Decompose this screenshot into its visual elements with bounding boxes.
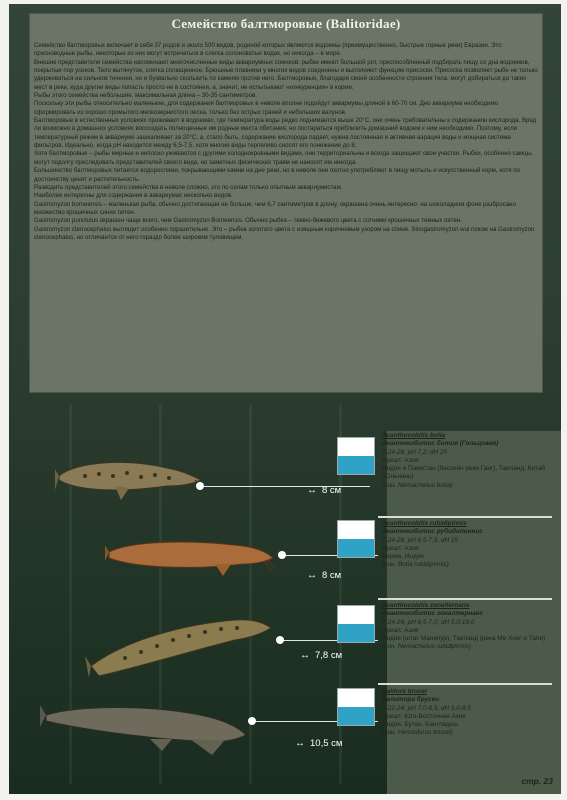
- paragraph: Поскольку эти рыбы относительно маленькие, для содержания балтморовых в неволе вполне подойдут аквариумы длиной в 60-70 см. Дно аквариума необходимо сформировать из хорошо промытого мелкозернистого песка, только без острых граней и небольших валунов.: [34, 100, 499, 116]
- paragraph: Наиболее интересны для содержания в аквариумах несколько видов.: [34, 192, 233, 200]
- species-parameters: 1-24-26; рН 7,2; dH 25: [382, 448, 448, 456]
- paragraph: Разводить представителей этого семейства в неволе сложно, это по силам только опытным аквариумистам.: [34, 183, 343, 191]
- paragraph: Внешне представители семейства напоминают многочисленные виды аквариумных сомиков: рыбки имеют большой рот, приспособленный подбирать пищу со дна водоемов, покрытые пор усиков. Тело вытянутое, слегка сплющенное. Брюшные плавники у многих видов соединены и выполняют функцию присоски. Присоска позволяет рыбе не только удерживаться на сильном течении, но и буквально скользить по камням против него. Балтморовые, благодаря своей особенности строения тела, могут добираться до таких мест в реке, куда другие виды попасть просто не в состоянии, а, значит, не испытывают «конкуренции» в корме.: [34, 58, 538, 91]
- water-parameter-swatch: [337, 520, 375, 558]
- article-text-box: [29, 13, 543, 393]
- species-latin-name: Acanthocobitis rubidipinnis: [382, 520, 467, 527]
- species-parameters: 1-24-26; рН 6,5-7,5; dH 25: [382, 536, 459, 544]
- fish-illustration-rubidipinnis: [105, 530, 275, 580]
- species-area-label: Ареал: Азия: [382, 544, 419, 552]
- species-russian-name: Балитора брусеи: [382, 696, 440, 704]
- size-label: [307, 485, 341, 496]
- paragraph: Рыбы этого семейства небольшие, максимальная длина – 30-35 сантиметров.: [34, 92, 258, 100]
- size-value: 8 см: [322, 485, 342, 496]
- paragraph: Балтморовые в естественных условиях проживают в водоемах, где температура воды редко поднимается выше 20°С, они очень требовательны к содержанию кислорода. Вряд ли возможно в домашних условиях воссоздать полноценные им родные места обитания, но постараться приблизить домашний водоем к ним необходимо. Поэтому, если температурный режим в аквариуме зашкаливает за 20°С, а, стало быть, содержание кислорода падает, нужна постоянная и активная аэрация воды и мощная система фильтров. Идеально, когда рН находится между 6,5-7,5, хотя многие виды терпеливо сносят его понижение до 8.: [34, 117, 537, 150]
- species-area-label: Ареал: Азия: [382, 456, 419, 464]
- panel-divider: [378, 516, 552, 518]
- fish-illustration-zonalternans: [85, 610, 275, 680]
- size-value: 7,8 см: [315, 650, 343, 661]
- species-latin-name: Acanthocobitis botia: [382, 432, 446, 439]
- leader-dot: [196, 482, 204, 490]
- species-entry: [382, 520, 550, 570]
- leader-dot: [276, 636, 284, 644]
- size-value: 10,5 см: [310, 738, 343, 749]
- species-russian-name: Акантокобитис ботия (Гольцовая): [382, 440, 499, 448]
- paragraph: Семейство балтморовых включает в себя 37 родов и около 500 видов, родиной которых являются водоемы (преимущественно, быстрые горные реки) Евразии. Это пресноводные рыбы, некоторые из них могут встречаться в слегка солоноватых водах, но никогда – в море.: [34, 42, 502, 58]
- paragraph: Gastromyzon ctenocephalus выглядит особенно поразительно. Это – рыбка золотого цвета с изящным коричневым узором на спине. Sinogastromyzon wui похож на Gastromyzon ctenocephalus, но отличается от него гораздо более широким туловищем.: [34, 225, 535, 241]
- species-area: Индия (штат Манипур), Таиланд (река Ме Хонг и Тапи): [382, 635, 546, 643]
- species-synonym: (син. Botia rubidipinnis): [382, 561, 449, 569]
- species-area: Индия и Пакистан (бассейн реки Ганг), Таиланд, Китай (Юньнань): [382, 465, 545, 481]
- page-number: стр. 23: [521, 776, 553, 786]
- size-label: [295, 738, 342, 749]
- paragraph: Gastromyzon borneensis – маленькая рыба, обычно достигающая не больше, чем 6,7 сантиметров в длину, окрашена очень интересно: на шоколадном фоне разбросано множество крошечных синих пятен.: [34, 200, 516, 216]
- species-parameters: 1-22-24; рН 7,0-8,5; dH 9,0-8,5: [382, 704, 471, 712]
- species-area: Бирма, Индия: [382, 553, 424, 561]
- paragraph: Большинство балтморовых питается водорослями, покрывающими камни на дне реки, но в неволе они охотно употребляют в пищу мотыль и искусственный корм, хотя по достоинству ценят и растительность.: [34, 167, 520, 183]
- species-russian-name: Акантокобитис зоналтернанс: [382, 610, 484, 618]
- leader-dot: [248, 717, 256, 725]
- fish-illustration-botia: [55, 450, 205, 506]
- leader-dot: [278, 551, 286, 559]
- article-title: Семейство балтморовые (Balitoridae): [171, 16, 401, 31]
- species-latin-name: Acanthocobitis zonalternans: [382, 602, 470, 609]
- species-entry: [382, 602, 550, 652]
- size-label: [307, 570, 341, 581]
- water-parameter-swatch: [337, 688, 375, 726]
- double-arrow-icon: ↔: [307, 485, 316, 496]
- fish-illustration-balitora: [40, 695, 250, 760]
- species-synonym: (син. Hemisilurus brucei): [382, 729, 453, 737]
- double-arrow-icon: ↔: [295, 738, 304, 749]
- size-label: [300, 650, 342, 661]
- species-parameters: 1-24-26; рН 6,5-7,0; dH 5,0-18,0: [382, 618, 475, 626]
- species-entry: [382, 432, 550, 490]
- paragraph: Gastromyzon punctulus окрашен чаще всего, чем Gastromyzon Borneensis. Обычно рыбка – темно-бежевого цвета с сотнями крошечных темных пятен.: [34, 217, 462, 225]
- species-area-label: Ареал: Юго-Восточная Азия: [382, 712, 466, 720]
- panel-divider: [378, 598, 552, 600]
- size-leader-line: [200, 486, 370, 487]
- species-synonym: (син. Nemacheilus botia): [382, 481, 453, 489]
- double-arrow-icon: ↔: [307, 570, 316, 581]
- double-arrow-icon: ↔: [300, 650, 309, 661]
- species-area: Индия, Бутан, Бангладеш: [382, 721, 459, 729]
- species-entry: [382, 688, 550, 738]
- species-latin-name: Balitora brucei: [382, 688, 427, 695]
- size-value: 8 см: [322, 570, 342, 581]
- article-body: [34, 42, 538, 242]
- panel-divider: [378, 683, 552, 685]
- water-parameter-swatch: [337, 605, 375, 643]
- species-area-label: Ареал: Азия: [382, 626, 419, 634]
- paragraph: Хотя балтморовые – рыбы мирные и неплохо уживаются с другими холоднокровными видами, они территориальны и всегда защищают свои участки. Рыбки, особенно самцы, могут подолгу преследовать представителей своего вида, но заметных физических травм не наносят им никогда.: [34, 150, 533, 166]
- species-russian-name: Акантокобитис рубидипиннис: [382, 528, 483, 536]
- species-synonym: (син. Nemacheilus rubidipinnis): [382, 643, 472, 651]
- water-parameter-swatch: [337, 437, 375, 475]
